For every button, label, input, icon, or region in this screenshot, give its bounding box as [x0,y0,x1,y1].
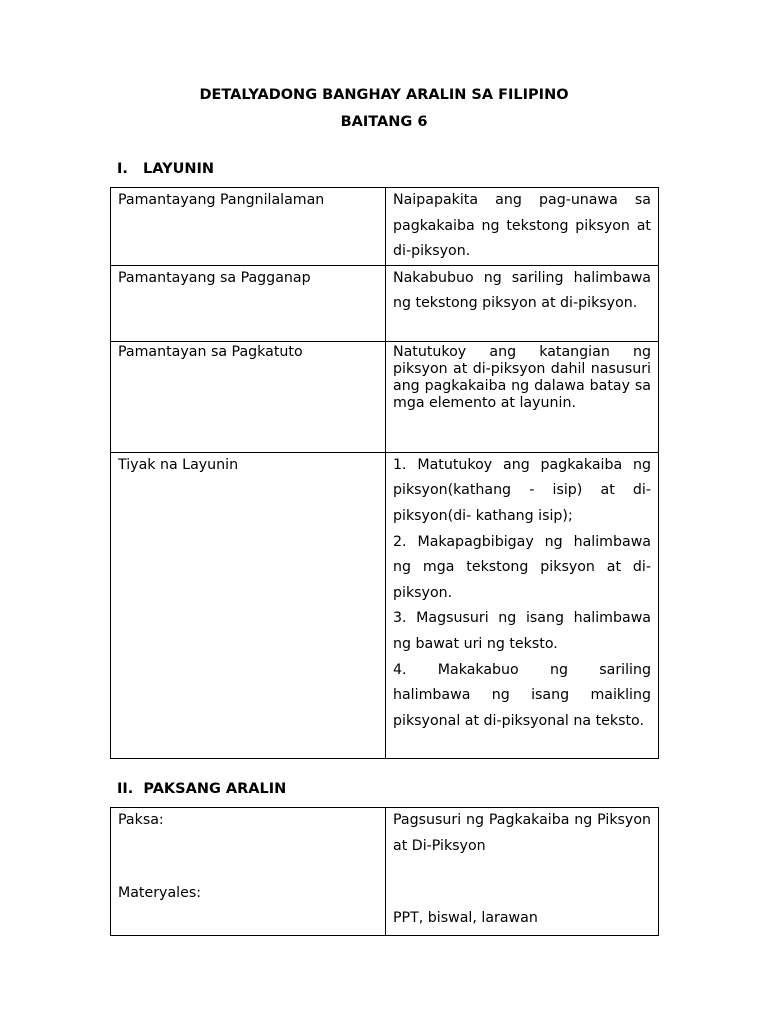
row-label: Pamantayang sa Pagganap [111,265,386,341]
row-label: Tiyak na Layunin [111,452,386,758]
row-value: Naipapakita ang pag-unawa sa pagkakaiba ng tekstong piksyon at di-piksyon. [386,188,659,266]
objectives-list [386,452,659,758]
list-item: 2. Makapagbibigay ng halimbawa ng mga tekstong piksyon at di-piksyon. [393,533,651,601]
paksa-value: Pagsusuri ng Pagkakaiba ng Piksyon at Di-Piksyon [393,812,651,854]
table-row [111,188,659,266]
list-item: 1. Matutukoy ang pagkakaiba ng piksyon(kathang - isip) at di-piksyon(di- kathang isip); [393,456,651,524]
row-label: Pamantayang Pangnilalaman [111,188,386,266]
table-row [111,265,659,341]
list-item: 4. Makakabuo ng sariling halimbawa ng isang maikling piksyonal at di-piksyonal na teksto. [393,661,651,729]
section-heading-layunin: I. LAYUNIN [117,161,215,177]
document-subtitle: BAITANG 6 [340,114,428,130]
document-title: DETALYADONG BANGHAY ARALIN SA FILIPINO [199,87,569,103]
row-value: Natutukoy ang katangian ng piksyon at di-piksyon dahil nasusuri ang pagkakaiba ng dalawa batay sa mga elemento at layunin. [386,341,659,452]
table-row [111,808,659,936]
row-value: Nakabubuo ng sariling halimbawa ng tekstong piksyon at di-piksyon. [386,265,659,341]
table-row [111,341,659,452]
row-label-cell [111,808,386,936]
table-row [111,452,659,758]
paksa-label: Paksa: [118,812,164,828]
list-item: 3. Magsusuri ng isang halimbawa ng bawat uri ng teksto. [393,610,651,652]
section-heading-paksang-aralin: II. PAKSANG ARALIN [117,781,287,797]
row-label: Pamantayan sa Pagkatuto [111,341,386,452]
materyales-label: Materyales: [118,885,201,901]
materyales-value: PPT, biswal, larawan [393,910,538,926]
paksang-aralin-table [110,807,659,936]
layunin-table [110,187,659,759]
row-value-cell [386,808,659,936]
